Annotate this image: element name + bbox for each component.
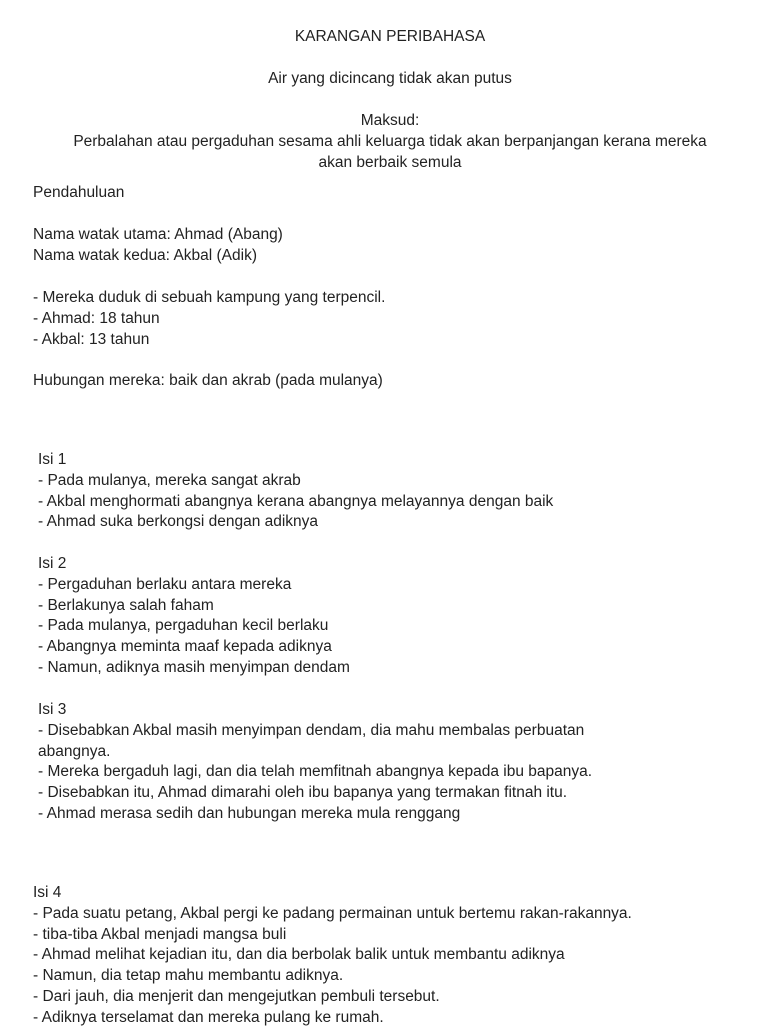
section-isi-2 (38, 554, 753, 679)
title-text: KARANGAN PERIBAHASA (294, 28, 486, 45)
intro-heading-text: Pendahuluan (33, 184, 125, 201)
proverb-text: Air yang dicincang tidak akan putus (268, 70, 512, 87)
section-point: - Akbal menghormati abangnya kerana abangnya melayannya dengan baik (38, 492, 554, 510)
meaning-block (20, 111, 760, 173)
intro-heading (33, 183, 753, 204)
section-point: - Pada suatu petang, Akbal pergi ke padang permainan untuk bertemu rakan-rakannya. (33, 904, 632, 922)
section-point: - Dari jauh, dia menjerit dan mengejutkan pembuli tersebut. (33, 987, 440, 1005)
section-isi-1 (38, 450, 753, 533)
section-point: - Disebabkan Akbal masih menyimpan dendam, dia mahu membalas perbuatan (38, 721, 585, 739)
section-point: - Ahmad merasa sedih dan hubungan mereka mula renggang (38, 804, 461, 822)
section-point: - Disebabkan itu, Ahmad dimarahi oleh ibu bapanya yang termakan fitnah itu. (38, 784, 568, 802)
character-line: Nama watak kedua: Akbal (Adik) (33, 246, 257, 264)
section-point: - Ahmad melihat kejadian itu, dan dia berbolak balik untuk membantu adiknya (33, 946, 565, 964)
document-title (20, 27, 760, 48)
relationship (33, 371, 753, 392)
section-point: - Pada mulanya, pergaduhan kecil berlaku (38, 617, 329, 635)
section-point: - Pergaduhan berlaku antara mereka (38, 575, 292, 593)
proverb (20, 69, 760, 90)
section-heading: Isi 3 (38, 701, 67, 718)
character-line: Nama watak utama: Ahmad (Abang) (33, 226, 283, 243)
section-point: abangnya. (38, 742, 111, 760)
detail-line: - Mereka duduk di sebuah kampung yang terpencil. (33, 289, 386, 306)
detail-line: - Ahmad: 18 tahun (33, 309, 160, 327)
section-point: - Pada mulanya, mereka sangat akrab (38, 471, 301, 489)
section-point: - Adiknya terselamat dan mereka pulang ke rumah. (33, 1008, 384, 1026)
intro-details (33, 288, 753, 350)
section-point: - tiba-tiba Akbal menjadi mangsa buli (33, 925, 287, 943)
relationship-text: Hubungan mereka: baik dan akrab (pada mulanya) (33, 372, 383, 389)
section-point: - Namun, adiknya masih menyimpan dendam (38, 658, 350, 676)
section-point: - Namun, dia tetap mahu membantu adiknya. (33, 967, 344, 985)
section-point: - Berlakunya salah faham (38, 596, 214, 614)
section-point: - Ahmad suka berkongsi dengan adiknya (38, 513, 319, 531)
section-isi-3 (38, 700, 753, 825)
section-heading: Isi 4 (33, 884, 62, 901)
section-heading: Isi 1 (38, 451, 67, 468)
section-heading: Isi 2 (38, 555, 67, 572)
meaning-line: Perbalahan atau pergaduhan sesama ahli keluarga tidak akan berpanjangan kerana mereka (73, 132, 707, 150)
detail-line: - Akbal: 13 tahun (33, 330, 150, 348)
section-point: - Mereka bergaduh lagi, dan dia telah memfitnah abangnya kepada ibu bapanya. (38, 763, 593, 781)
section-point: - Abangnya meminta maaf kepada adiknya (38, 638, 332, 656)
meaning-line: akan berbaik semula (318, 153, 462, 171)
meaning-label: Maksud: (360, 112, 420, 129)
section-isi-4 (33, 883, 753, 1029)
character-list (33, 225, 753, 267)
